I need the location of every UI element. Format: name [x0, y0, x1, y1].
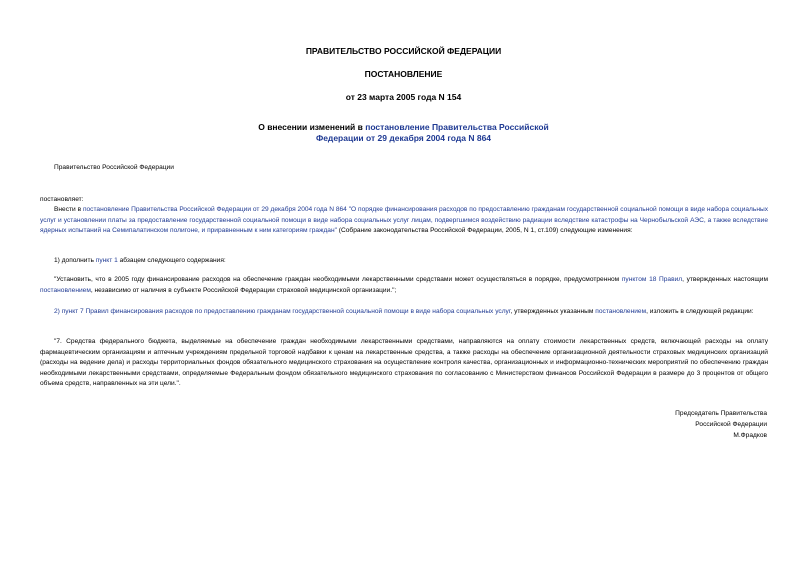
- subject-prefix: О внесении изменений в: [258, 122, 366, 132]
- signature-title: Председатель Правительства: [675, 410, 767, 417]
- subject-link-decree-864[interactable]: постановление Правительства Российской: [365, 122, 549, 132]
- p1-start: Внести в: [54, 206, 83, 213]
- p4-mid: , утвержденных указанным: [510, 308, 596, 315]
- p3-mid: , утвержденных настоящим: [682, 276, 768, 283]
- paragraph-quote-7: "7. Средства федерального бюджета, выделяемые на обеспечение граждан необходимыми лекарственными средствами, направляются на оплату стоимости лекарственных средств, включающей расходы на оплату фармацевтическим организациям и аптечным учреждениям предельной торговой надбавки к ценам на лекарственные средства, а также расходы на обеспечение организационной деятельности страховых медицинских организаций (расходы на ведение дела) и расходы территориальных фондов обязательного медицинского страхования на осуществление контроля качества, организационных и информационно-технических мероприятий по обеспечению граждан необходимыми лекарственными средствами, определяемые Федеральным фондом обязательного медицинского страхования по согласованию с Министерством финансов Российской Федерации в размере до 3 процентов от общего объема средств, направленных на эти цели.".: [40, 338, 768, 387]
- subject-link-decree-864-line2[interactable]: Федерации от 29 декабря 2004 года N 864: [315, 133, 492, 143]
- document-date-number: от 23 марта 2005 года N 154: [345, 92, 462, 102]
- paragraph-item-1: [54, 256, 782, 267]
- document-subject: [0, 122, 807, 144]
- link-decree-864[interactable]: постановление Правительства Российской Федерации от 29 декабря 2004 года N 864: [82, 206, 347, 213]
- link-decree-2[interactable]: постановлением: [595, 308, 647, 315]
- paragraph-quote-1: [40, 275, 768, 296]
- paragraph-amendments: [40, 205, 768, 237]
- p1-end: (Собрание законодательства Российской Федерации, 2005, N 1, ст.109) следующие изменения:: [336, 227, 633, 234]
- signature-name: М.Фрадков: [733, 432, 767, 439]
- p3-start: "Установить, что в 2005 году финансирование расходов на обеспечение граждан необходимыми лекарственными средствами может осуществляться в порядке, предусмотренном: [54, 276, 622, 283]
- link-point-1[interactable]: пункт 1: [95, 257, 118, 264]
- p2-start: 1) дополнить: [54, 257, 96, 264]
- signature-country: Российской Федерации: [695, 421, 767, 428]
- link-point-7-rules[interactable]: 2) пункт 7 Правил финансирования расходов по предоставлению гражданам государственной социальной помощи в виде набора социальных услуг: [54, 308, 511, 315]
- p4-end: , изложить в следующей редакции:: [646, 308, 754, 315]
- resolves-line: постановляет:: [40, 196, 84, 203]
- government-line: Правительство Российской Федерации: [54, 164, 174, 171]
- p3-end: , независимо от наличия в субъекте Российской Федерации страховой медицинской организации.";: [90, 286, 397, 294]
- link-decree[interactable]: постановлением: [40, 286, 91, 294]
- paragraph-item-2: [40, 307, 768, 318]
- p2-end: абзацем следующего содержания:: [117, 257, 226, 264]
- document-type: ПОСТАНОВЛЕНИЕ: [364, 69, 443, 79]
- link-decree-864-title[interactable]: "О порядке финансирования расходов по предоставлению гражданам государственной социальной помощи в виде набора социальных услуг и установлении платы за предоставление государственной социальной помощи в виде набора социальных услуг лицам, подвергшимся воздействию радиации вследствие катастрофы на Чернобыльской АЭС, а также вследствие ядерных испытаний на Семипалатинском полигоне, и приравненным к ним категориям граждан": [40, 206, 768, 234]
- link-point-18-rules[interactable]: пунктом 18 Правил: [621, 276, 683, 283]
- signature-block: [675, 408, 767, 441]
- government-title: ПРАВИТЕЛЬСТВО РОССИЙСКОЙ ФЕДЕРАЦИИ: [305, 46, 502, 56]
